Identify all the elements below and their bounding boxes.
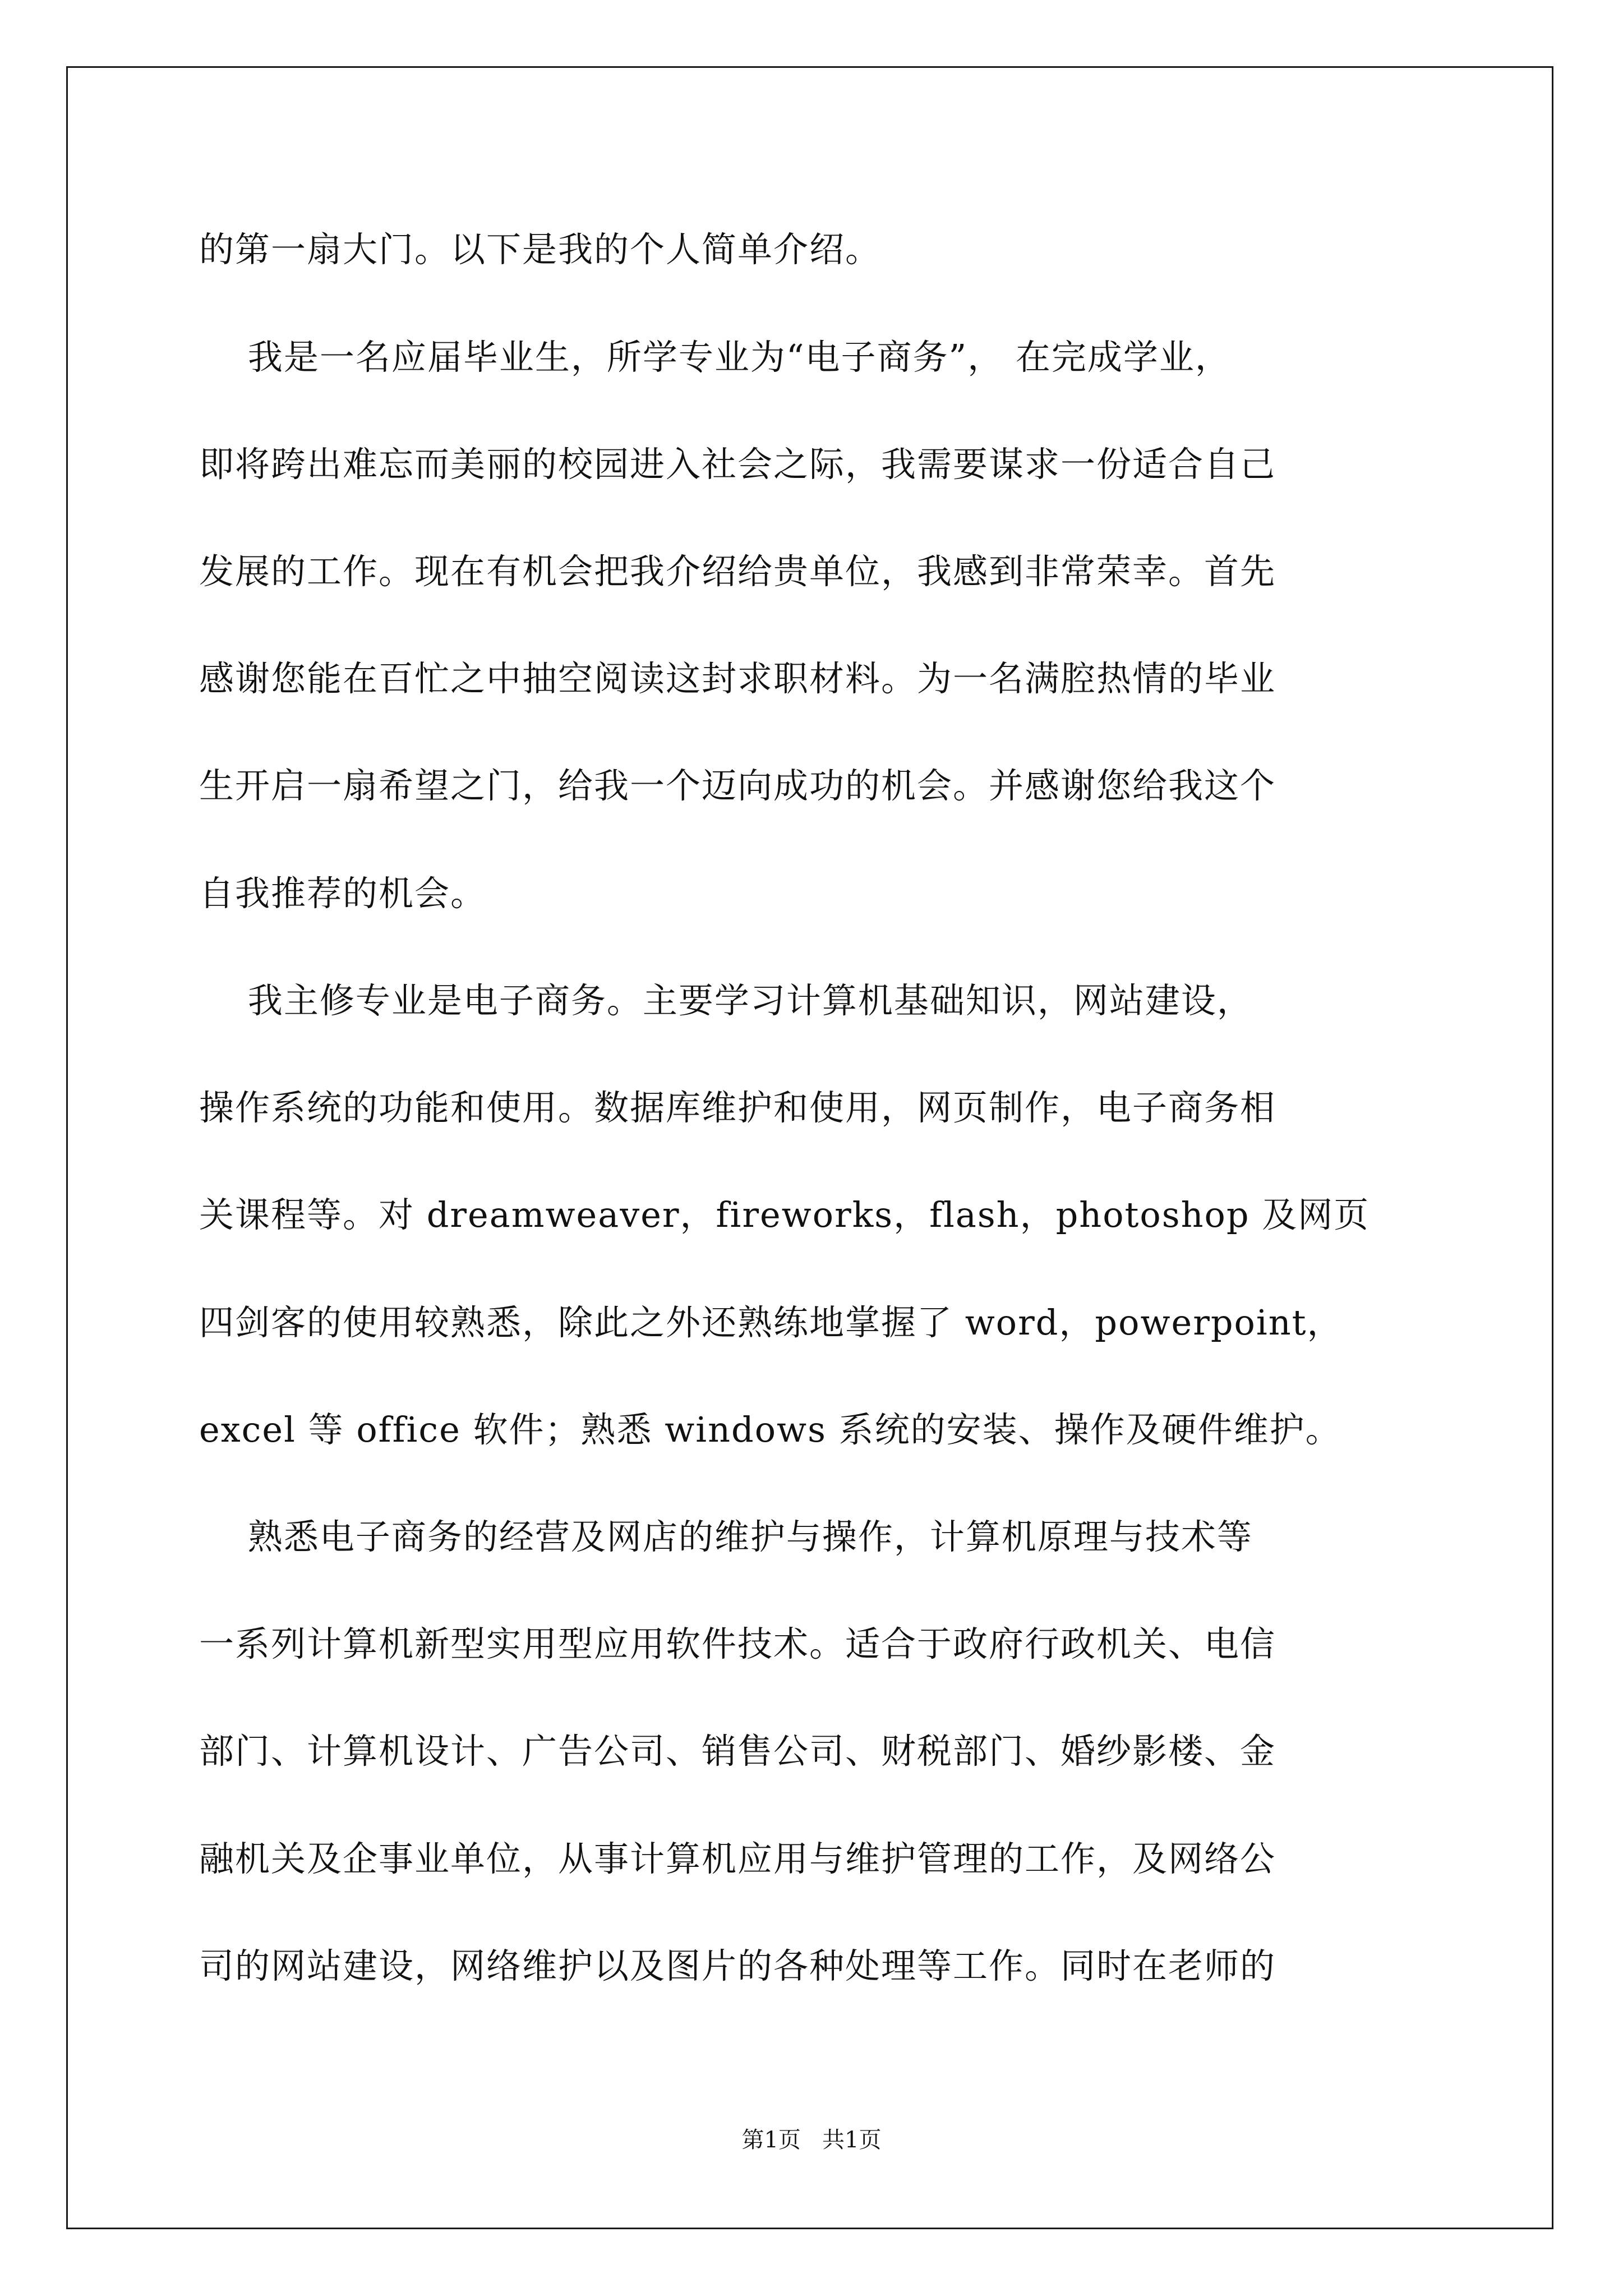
body-line: 的第一扇大门。以下是我的个人简单介绍。 bbox=[199, 229, 882, 270]
body-line: 一系列计算机新型实用型应用软件技术。适合于政府行政机关、电信 bbox=[199, 1623, 1276, 1664]
body-line: 操作系统的功能和使用。数据库维护和使用，网页制作，电子商务相 bbox=[199, 1087, 1276, 1128]
body-line: 生开启一扇希望之门，给我一个迈向成功的机会。并感谢您给我这个 bbox=[199, 765, 1276, 806]
body-line: excel 等 office 软件；熟悉 windows 系统的安装、操作及硬件维护。 bbox=[199, 1409, 1341, 1450]
body-line: 我主修专业是电子商务。主要学习计算机基础知识，网站建设， bbox=[199, 980, 1253, 1021]
body-line: 融机关及企事业单位，从事计算机应用与维护管理的工作，及网络公 bbox=[199, 1838, 1276, 1879]
body-line: 关课程等。对 dreamweaver，fireworks，flash，photoshop 及网页 bbox=[199, 1194, 1370, 1235]
body-line: 熟悉电子商务的经营及网店的维护与操作，计算机原理与技术等 bbox=[199, 1516, 1253, 1557]
body-line: 司的网站建设，网络维护以及图片的各种处理等工作。同时在老师的 bbox=[199, 1945, 1276, 1986]
page-number-footer: 第1页 共1页 bbox=[741, 2127, 882, 2153]
body-line: 发展的工作。现在有机会把我介绍给贵单位，我感到非常荣幸。首先 bbox=[199, 551, 1276, 592]
body-line: 自我推荐的机会。 bbox=[199, 873, 487, 914]
body-line: 我是一名应届毕业生，所学专业为“电子商务”， 在完成学业， bbox=[199, 337, 1231, 378]
body-line: 即将跨出难忘而美丽的校园进入社会之际，我需要谋求一份适合自己 bbox=[199, 444, 1276, 485]
body-line: 感谢您能在百忙之中抽空阅读这封求职材料。为一名满腔热情的毕业 bbox=[199, 658, 1276, 699]
body-line: 四剑客的使用较熟悉，除此之外还熟练地掌握了 word，powerpoint， bbox=[199, 1302, 1343, 1343]
body-line: 部门、计算机设计、广告公司、销售公司、财税部门、婚纱影楼、金 bbox=[199, 1731, 1276, 1772]
page-border bbox=[66, 66, 1553, 2229]
